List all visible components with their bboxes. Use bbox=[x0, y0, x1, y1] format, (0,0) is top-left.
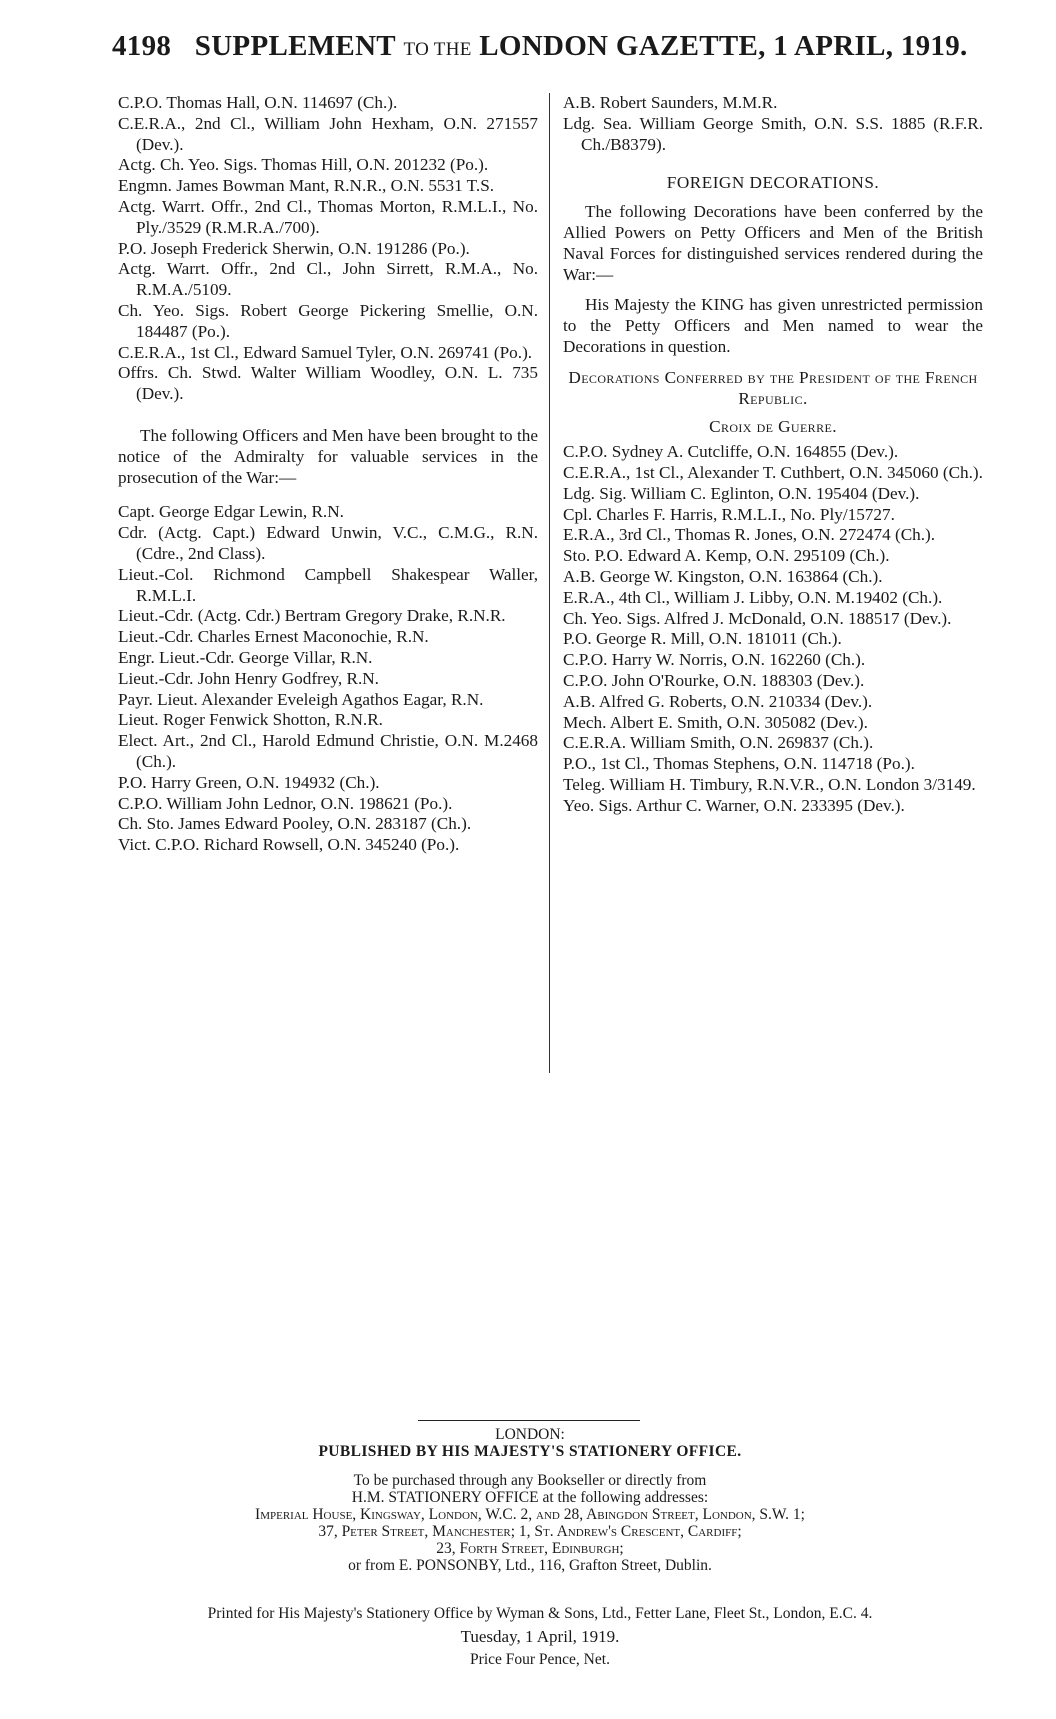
list-item: P.O. Joseph Frederick Sherwin, O.N. 191286 (Po.). bbox=[118, 238, 470, 258]
list-item: E.R.A., 4th Cl., William J. Libby, O.N. M.19402 (Ch.). bbox=[563, 587, 943, 607]
list-item: Actg. Warrt. Offr., 2nd Cl., Thomas Morton, R.M.L.I., No. Ply./3529 (R.M.R.A./700). bbox=[118, 196, 538, 237]
list-item: Ch. Sto. James Edward Pooley, O.N. 283187 (Ch.). bbox=[118, 814, 472, 834]
list-item: C.E.R.A. William Smith, O.N. 269837 (Ch.). bbox=[563, 733, 874, 753]
left-column bbox=[118, 93, 538, 856]
left-entries-top bbox=[118, 93, 538, 405]
imprint-address-1: Imperial House, Kingsway, London, W.C. 2, and 28, Abingdon Street, London, S.W. 1; bbox=[255, 1506, 805, 1523]
list-item: Mech. Albert E. Smith, O.N. 305082 (Dev.). bbox=[563, 712, 868, 732]
left-entries-bottom bbox=[118, 502, 538, 856]
list-item: C.E.R.A., 2nd Cl., William John Hexham, O.N. 271557 (Dev.). bbox=[118, 113, 538, 154]
price-line: Price Four Pence, Net. bbox=[470, 1651, 610, 1668]
list-item: Lieut. Roger Fenwick Shotton, R.N.R. bbox=[118, 710, 383, 730]
list-item: Yeo. Sigs. Arthur C. Warner, O.N. 233395 (Dev.). bbox=[563, 795, 905, 815]
list-item: Ldg. Sea. William George Smith, O.N. S.S. 1885 (R.F.R. Ch./B8379). bbox=[563, 113, 983, 154]
list-item: Engmn. James Bowman Mant, R.N.R., O.N. 5531 T.S. bbox=[118, 176, 495, 196]
list-item: P.O., 1st Cl., Thomas Stephens, O.N. 114718 (Po.). bbox=[563, 754, 915, 774]
page-number: 4198 bbox=[112, 30, 172, 62]
imprint-publisher: PUBLISHED BY HIS MAJESTY'S STATIONERY OFFICE. bbox=[318, 1443, 742, 1460]
list-item: Actg. Warrt. Offr., 2nd Cl., John Sirrett, R.M.A., No. R.M.A./5109. bbox=[118, 259, 538, 300]
list-item: Cdr. (Actg. Capt.) Edward Unwin, V.C., C.M.G., R.N. (Cdre., 2nd Class). bbox=[118, 523, 538, 563]
list-item: C.E.R.A., 1st Cl., Alexander T. Cuthbert, O.N. 345060 (Ch.). bbox=[563, 462, 983, 482]
spacer bbox=[118, 488, 538, 502]
list-item: A.B. George W. Kingston, O.N. 163864 (Ch.). bbox=[563, 566, 883, 586]
list-item: Elect. Art., 2nd Cl., Harold Edmund Christie, O.N. M.2468 (Ch.). bbox=[118, 731, 538, 771]
imprint-purchase-line-2: H.M. STATIONERY OFFICE at the following addresses: bbox=[351, 1489, 709, 1506]
list-item: C.P.O. Thomas Hall, O.N. 114697 (Ch.). bbox=[118, 93, 398, 112]
list-item: Payr. Lieut. Alexander Eveleigh Agathos Eagar, R.N. bbox=[118, 689, 484, 709]
list-item: Sto. P.O. Edward A. Kemp, O.N. 295109 (Ch.). bbox=[563, 546, 890, 566]
list-item: Actg. Ch. Yeo. Sigs. Thomas Hill, O.N. 201232 (Po.). bbox=[118, 155, 489, 175]
list-item: Teleg. William H. Timbury, R.N.V.R., O.N. London 3/3149. bbox=[563, 774, 976, 794]
right-entries-top bbox=[563, 93, 983, 155]
list-item: C.P.O. Harry W. Norris, O.N. 162260 (Ch.). bbox=[563, 650, 866, 670]
page-header bbox=[112, 30, 968, 63]
gazette-title-to-the: TO THE bbox=[403, 39, 472, 60]
spacer bbox=[118, 405, 538, 426]
imprint-city: LONDON: bbox=[495, 1426, 565, 1443]
list-item: C.E.R.A., 1st Cl., Edward Samuel Tyler, O.N. 269741 (Po.). bbox=[118, 342, 533, 362]
spacer bbox=[100, 1460, 960, 1472]
croix-de-guerre-heading: Croix de Guerre. bbox=[709, 417, 837, 437]
list-item: Capt. George Edgar Lewin, R.N. bbox=[118, 502, 344, 522]
croix-de-guerre-entries bbox=[563, 442, 983, 816]
spacer bbox=[563, 155, 983, 167]
imprint-block bbox=[100, 1426, 960, 1574]
list-item: E.R.A., 3rd Cl., Thomas R. Jones, O.N. 272474 (Ch.). bbox=[563, 525, 936, 545]
right-column bbox=[563, 93, 983, 817]
king-permission-paragraph: His Majesty the KING has given unrestricted permission to the Petty Officers and Men named to wear the Decorations in question. bbox=[563, 295, 983, 356]
list-item: C.P.O. Sydney A. Cutcliffe, O.N. 164855 (Dev.). bbox=[563, 442, 899, 462]
spacer bbox=[563, 409, 983, 417]
publication-date: Tuesday, 1 April, 1919. bbox=[460, 1627, 620, 1646]
list-item: Offrs. Ch. Stwd. Walter William Woodley, O.N. L. 735 (Dev.). bbox=[118, 363, 538, 404]
list-item: C.P.O. John O'Rourke, O.N. 188303 (Dev.). bbox=[563, 670, 865, 690]
imprint-address-2: 37, Peter Street, Manchester; 1, St. Andrew's Crescent, Cardiff; bbox=[318, 1523, 742, 1540]
list-item: Ldg. Sig. William C. Eglinton, O.N. 195404 (Dev.). bbox=[563, 483, 920, 503]
spacer bbox=[563, 358, 983, 368]
list-item: P.O. George R. Mill, O.N. 181011 (Ch.). bbox=[563, 629, 842, 649]
list-item: C.P.O. William John Lednor, O.N. 198621 (Po.). bbox=[118, 793, 453, 813]
list-item: Lieut.-Cdr. (Actg. Cdr.) Bertram Gregory Drake, R.N.R. bbox=[118, 606, 506, 626]
printed-by-line: Printed for His Majesty's Stationery Office by Wyman & Sons, Ltd., Fetter Lane, Fleet St., London, E.C. 4. bbox=[207, 1605, 873, 1622]
list-item: Lieut.-Cdr. John Henry Godfrey, R.N. bbox=[118, 668, 379, 688]
list-item: A.B. Alfred G. Roberts, O.N. 210334 (Dev.). bbox=[563, 691, 873, 711]
list-item: Ch. Yeo. Sigs. Alfred J. McDonald, O.N. 188517 (Dev.). bbox=[563, 608, 952, 628]
list-item: P.O. Harry Green, O.N. 194932 (Ch.). bbox=[118, 772, 380, 792]
list-item: Lieut.-Cdr. Charles Ernest Maconochie, R.N. bbox=[118, 627, 429, 647]
foreign-decorations-heading: FOREIGN DECORATIONS. bbox=[666, 173, 880, 193]
column-divider bbox=[549, 93, 550, 1073]
spacer bbox=[563, 285, 983, 295]
foreign-decorations-paragraph: The following Decorations have been conferred by the Allied Powers on Petty Officers and Men of the British Naval Forces for distinguished services rendered during the War:— bbox=[563, 202, 983, 284]
list-item: Cpl. Charles F. Harris, R.M.L.I., No. Ply/15727. bbox=[563, 504, 895, 524]
imprint-address-3: 23, Forth Street, Edinburgh; bbox=[436, 1540, 624, 1557]
admiralty-notice-paragraph: The following Officers and Men have been brought to the notice of the Admiralty for valuable services in the prosecution of the War:— bbox=[118, 425, 538, 487]
imprint-address-4: or from E. PONSONBY, Ltd., 116, Grafton Street, Dublin. bbox=[348, 1557, 712, 1574]
list-item: Engr. Lieut.-Cdr. George Villar, R.N. bbox=[118, 647, 373, 667]
imprint-rule bbox=[418, 1420, 640, 1421]
list-item: Ch. Yeo. Sigs. Robert George Pickering Smellie, O.N. 184487 (Po.). bbox=[118, 300, 538, 341]
gazette-title-date: LONDON GAZETTE, 1 APRIL, 1919. bbox=[479, 30, 968, 62]
list-item: A.B. Robert Saunders, M.M.R. bbox=[563, 93, 778, 112]
french-decorations-heading: Decorations Conferred by the President of the French Republic. bbox=[568, 367, 978, 408]
list-item: Lieut.-Col. Richmond Campbell Shakespear Waller, R.M.L.I. bbox=[118, 564, 538, 605]
list-item: Vict. C.P.O. Richard Rowsell, O.N. 345240 (Po.). bbox=[118, 835, 460, 855]
imprint-purchase-line-1: To be purchased through any Bookseller or directly from bbox=[353, 1472, 707, 1489]
printer-block bbox=[100, 1602, 980, 1671]
gazette-title-supplement: SUPPLEMENT bbox=[194, 30, 396, 62]
